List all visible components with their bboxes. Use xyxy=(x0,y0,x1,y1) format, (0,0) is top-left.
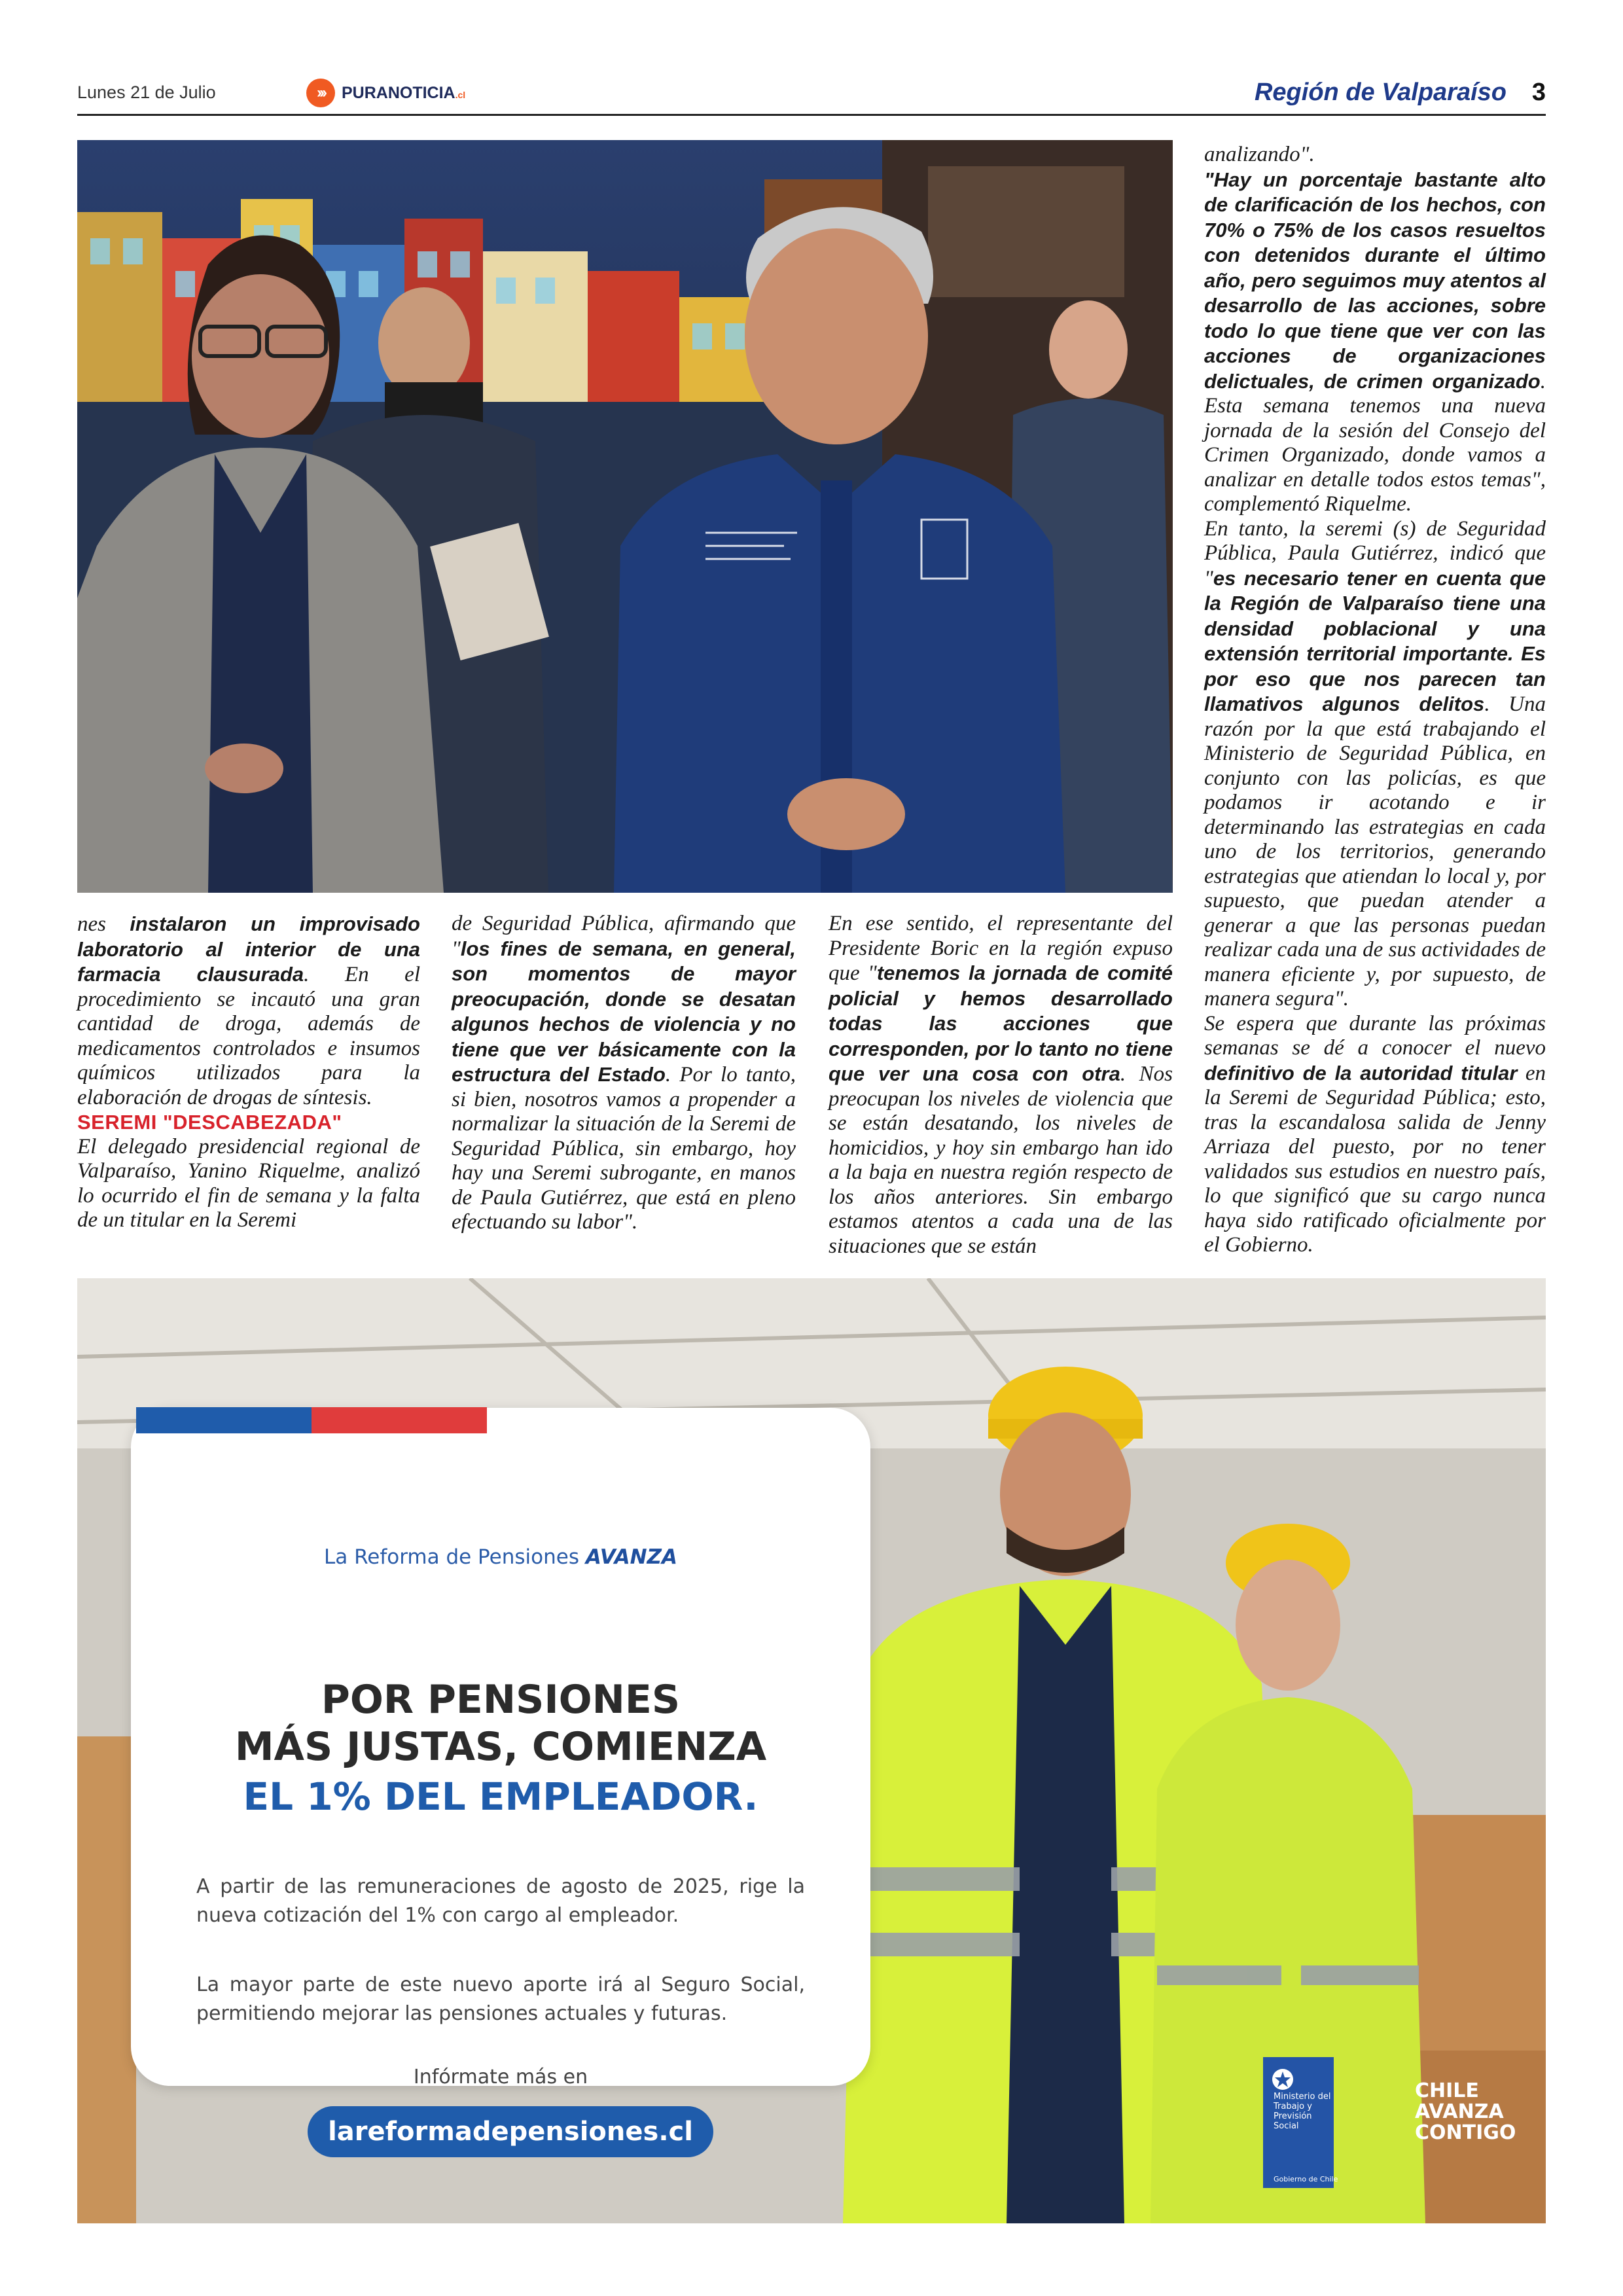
ad-headline: POR PENSIONES MÁS JUSTAS, COMIENZA xyxy=(234,1677,767,1770)
ad-message-card xyxy=(131,1408,870,2147)
page-number: 3 xyxy=(1531,79,1546,106)
ad-more-info: Infórmate más en xyxy=(413,2066,588,2089)
ministry-name: Ministerio del Trabajo y Previsión Social xyxy=(1274,2092,1331,2131)
issue-date: Lunes 21 de Julio xyxy=(77,82,216,102)
chevrons-icon: ››› xyxy=(306,79,335,107)
page-header xyxy=(77,77,1546,117)
article-column-3: En ese sentido, el representante del Presidente Boric en la región expuso que "tenemos la jornada de comité policial y hemos desarrollado todas las acciones que corresponden, por lo tanto no tiene que ver una cosa con otra. Nos preocupan los niveles de violencia que se están desatando, los niveles de homicidios, y hoy sin embargo han ido a la baja en nuestra región respecto de los años anteriores. Sin embargo estamos atentos a cada una de las situaciones que se están xyxy=(829,912,1173,1258)
ad-tagline: La Reforma de Pensiones AVANZA xyxy=(323,1545,678,1569)
section-subhead: SEREMI "DESCABEZADA" xyxy=(77,1111,342,1134)
ad-headline-accent: EL 1% DEL EMPLEADOR. xyxy=(243,1774,758,1819)
coat-of-arms-icon xyxy=(1270,2066,1296,2092)
article-column-2: de Seguridad Pública, afirmando que "los fines de semana, en general, son momentos de mayor preocupación, donde se desatan algunos hechos de violencia y no tiene que ver básicamente con la estructura del Estado. Por lo tanto, si bien, nosotros vamos a propender a normalizar la situación de la Seremi de Seguridad Pública, sin embargo, hoy hay una Seremi subrogante, en manos de Paula Gutiérrez, que está en pleno efectuando su labor". xyxy=(452,912,796,1234)
ad-slogan: CHILE AVANZA CONTIGO xyxy=(1415,2079,1516,2144)
article-column-4: analizando". "Hay un porcentaje bastante alto de clarificación de los hechos, con 70% o 75% de los casos resueltos con detenidos durante el último año, pero seguimos muy atentos al desarrollo de las acciones, sobre todo lo que tiene que ver con las acciones de organizaciones delictuales, de crimen organizado. Esta semana tenemos una nueva jornada de la sesión del Consejo del Crimen Organizado, donde vamos a analizar en detalle todos estos temas", complementó Riquelme. En tanto, la seremi (s) de Seguridad Pública, Paula Gutiérrez, indicó que "es necesario tener en cuenta que la Región de Valparaíso tiene una densidad poblacional y una extensión territorial importante. Es por eso que nos parecen tan llamativos algunos delitos. Una razón por la que está trabajando el Ministerio de Seguridad Pública, en conjunto con las policías, es que podamos ir acotando e ir determinando las estrategias en cada uno de los territorios, generando estrategias que atiendan lo local y, por supuesto, que puedan atender a generar a que las personas puedan realizar cada una de sus actividades de manera eficiente y, por supuesto, de manera segura". Se espera que durante las próximas semanas se dé a conocer el nuevo definitivo de la autoridad titular en la Seremi de Seguridad Pública; esto, tras la escandalosa salida de Jenny Arriaza del puesto, por no tener validados sus estudios en nuestro país, lo que significó que su cargo nunca haya sido ratificado oficialmente por el Gobierno. xyxy=(1204,143,1546,1257)
officials-photo-illustration xyxy=(77,140,1173,893)
article-column-1: nes instalaron un improvisado laboratorio al interior de una farmacia clausurada. En el procedimiento se incautó una gran cantidad de droga, además de medicamentos controlados e insumos químicos utilizados para la elaboración de drogas de síntesis. SEREMI "DESCABEZADA" El delegado presidencial regional de Valparaíso, Yanino Riquelme, analizó lo ocurrido el fin de semana y la falta de un titular en la Seremi xyxy=(77,912,420,1232)
brand-logo[interactable] xyxy=(306,77,465,109)
article-photo xyxy=(77,140,1173,893)
section-title: Región de Valparaíso xyxy=(1254,79,1507,106)
government-footer: Gobierno de Chile xyxy=(1274,2175,1338,2183)
ad-paragraph-1: A partir de las remuneraciones de agosto de 2025, rige la nueva cotización del 1% con cargo al empleador. xyxy=(196,1875,805,1927)
flag-stripe-red xyxy=(312,1407,487,1433)
brand-name: PURANOTICIA.cl xyxy=(342,83,466,102)
header-divider xyxy=(77,114,1546,116)
flag-stripe-blue xyxy=(136,1407,312,1433)
ad-paragraph-2: La mayor parte de este nuevo aporte irá al Seguro Social, permitiendo mejorar las pensiones actuales y futuras. xyxy=(196,1973,805,2025)
ad-url-button[interactable]: lareformadepensiones.cl xyxy=(308,2106,713,2157)
